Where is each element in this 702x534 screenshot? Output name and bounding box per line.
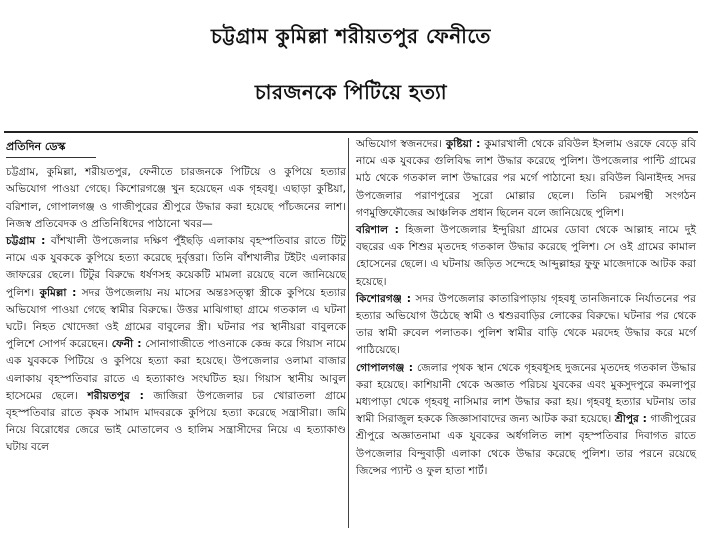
dateline-barishal: বরিশাল : bbox=[356, 224, 399, 237]
gopalganj-text: জেলার পৃথক স্থান থেকে গৃহবধূসহ দুজনের মৃতদেহ গতকাল উদ্ধার করা হয়েছে। কাশিয়ানী থেকে অজ্ঞাত পরিচয় যুবকের এবং মুকসুদপুরে কমলাপুর মধ্যপাড়া থেকে গৃহবধূ নাসিমার লাশ উদ্ধার করা হয়। গৃহবধূ হত্যার ঘটনায় তার স্বামী সিরাজুল হককে জিজ্ঞাসাবাদের জন্য আটক করা হয়েছে। bbox=[356, 361, 696, 426]
barishal-paragraph bbox=[356, 222, 696, 291]
dateline-sreepur: শ্রীপুর : bbox=[614, 413, 647, 426]
kushtia-text: কুমারখালী থেকে রবিউল ইসলাম ওরফে বেড়ে রবি নামে এক যুবকের গুলিবিদ্ধ লাশ উদ্ধার করেছে পুলিশ। উপজেলার পান্টি গ্রামের মাঠ থেকে গতকাল লাশ উদ্ধারের পর মর্গে পাঠানো হয়। রবিউল ঝিনাইদহ সদর উপজেলার পরাণপুরের সুরো মোল্লার ছেলে। তিনি চরমপন্থী সংগঠন গণমুক্তিফৌজের আঞ্চলিক প্রধান ছিলেন বলে জানিয়েছে পুলিশ। bbox=[356, 138, 697, 219]
dateline-chattogram: চট্টগ্রাম : bbox=[6, 235, 46, 248]
cumilla-text: সদর উপজেলায় নয় মাসের অন্তঃসত্ত্বা স্ত্রীকে কুপিয়ে হত্যার অভিযোগ পাওয়া গেছে স্বামীর বিরুদ্ধে। উত্তর মাঝিগাছা গ্রামে গতকাল এ ঘটনা ঘটে। নিহত খোদেজা ওই গ্রামের বাবুলের স্ত্রী। ঘটনার পর স্থানীয়রা বাবুলকে পুলিশে সোপর্দ করেছেন। bbox=[6, 286, 346, 351]
dateline-paragraph bbox=[6, 233, 346, 457]
article-column-right bbox=[356, 136, 696, 480]
sreepur-text: গাজীপুরের শ্রীপুরে অজ্ঞাতনামা এক যুবকের অর্ধগলিত লাশ বৃহস্পতিবার দিবাগত রাতে উপজেলার বিন্দুবাড়ী এলাকা থেকে উদ্ধার করেছে পুলিশ। তার পরনে রয়েছে জিন্সের প্যান্ট ও ফুল হাতা শার্ট। bbox=[356, 413, 697, 477]
dateline-kishoreganj: কিশোরগঞ্জ : bbox=[356, 292, 411, 305]
column-divider bbox=[348, 138, 349, 528]
dateline-gopalganj: গোপালগঞ্জ : bbox=[356, 361, 414, 374]
intro-paragraph: চট্টগ্রাম, কুমিল্লা, শরীয়তপুর, ফেনীতে চারজনকে পিটিয়ে ও কুপিয়ে হত্যার অভিযোগ পাওয়া গেছে। কিশোরগঞ্জে খুন হয়েছেন এক গৃহবধূ। এছাড়া কুষ্টিয়া, বরিশাল, গোপালগঞ্জ ও গাজীপুরের শ্রীপুরে উদ্ধার করা হয়েছে পাঁচজনের লাশ। নিজস্ব প্রতিবেদক ও প্রতিনিধিদের পাঠানো খবর— bbox=[6, 166, 346, 230]
article-column-left bbox=[6, 136, 346, 457]
chattogram-text: বাঁশখালী উপজেলার দক্ষিণ পুঁইছড়ি এলাকায় বৃহস্পতিবার রাতে টিটু নামে এক যুবককে কুপিয়ে হত্যা করেছে দুর্বৃত্তরা। তিনি বাঁশখালীর টইটং এলাকার জাফরের ছেলে। টিটুর বিরুদ্ধে ধর্ষণসহ কয়েকটি মামলা রয়েছে বলে জানিয়েছে পুলিশ। bbox=[6, 235, 346, 299]
continuation-paragraph bbox=[356, 136, 696, 222]
headline-line-1: চট্টগ্রাম কুমিল্লা শরীয়তপুর ফেনীতে bbox=[211, 24, 491, 48]
shariatpur-text: জাজিরা উপজেলার চর খোরাতলা গ্রামে বৃহস্পতিবার রাতে কৃষক সামাদ মাদবরকে কুপিয়ে হত্যা করেছে সন্ত্রাসীরা। জমি নিয়ে বিরোধের জেরে ভাই মোতালেব ও হালিম সন্ত্রাসীদের নিয়ে এ হত্যাকাণ্ড ঘটায় বলে bbox=[6, 389, 346, 454]
gopalganj-paragraph bbox=[356, 360, 696, 480]
continuation-text: অভিযোগ স্বজনদের। bbox=[356, 138, 443, 150]
headline bbox=[0, 0, 702, 130]
byline: প্রতিদিন ডেস্ক bbox=[6, 140, 66, 153]
dateline-feni: ফেনী : bbox=[111, 338, 142, 351]
headline-rule bbox=[4, 131, 698, 133]
kishoreganj-text: সদর উপজেলার কাতারিপাড়ায় গৃহবধূ তানজিনাকে নির্যাতনের পর হত্যার অভিযোগ উঠেছে স্বামী ও শ্বশুরবাড়ির লোকের বিরুদ্ধে। ঘটনার পর থেকে তার স্বামী রুবেল পলাতক। পুলিশ স্বামীর বাড়ি থেকে মরদেহ উদ্ধার করে মর্গে পাঠিয়েছে। bbox=[356, 292, 696, 357]
dateline-shariatpur: শরীয়তপুর : bbox=[87, 389, 144, 402]
barishal-text: হিজলা উপজেলার ইন্দুরিয়া গ্রামের ডোবা থেকে আল্লাহ নামে দুই বছরের এক শিশুর মৃতদেহ গতকাল উদ্ধার করেছে পুলিশ। সে ওই গ্রামের কামাল হোসেনের ছেলে। এ ঘটনায় জড়িত সন্দেহে আব্দুল্লাহর ফুফু মাজেদাকে আটক করা হয়েছে। bbox=[356, 224, 697, 288]
feni-text: সোনাগাজীতে পাওনাকে কেন্দ্র করে গিয়াস নামে এক যুবককে পিটিয়ে ও কুপিয়ে হত্যা করা হয়েছে। উপজেলার ওলামা বাজার এলাকায় বৃহস্পতিবার রাতে এ হত্যাকাণ্ড সংঘটিত হয়। গিয়াস স্থানীয় আবুল হাসেমের ছেলে। bbox=[6, 338, 346, 402]
headline-line-2: চারজনকে পিটিয়ে হত্যা bbox=[254, 80, 448, 104]
byline-underline bbox=[6, 157, 96, 158]
dateline-cumilla: কুমিল্লা : bbox=[39, 286, 77, 299]
dateline-kushtia: কুষ্টিয়া : bbox=[445, 138, 481, 150]
kishoreganj-paragraph bbox=[356, 291, 696, 360]
